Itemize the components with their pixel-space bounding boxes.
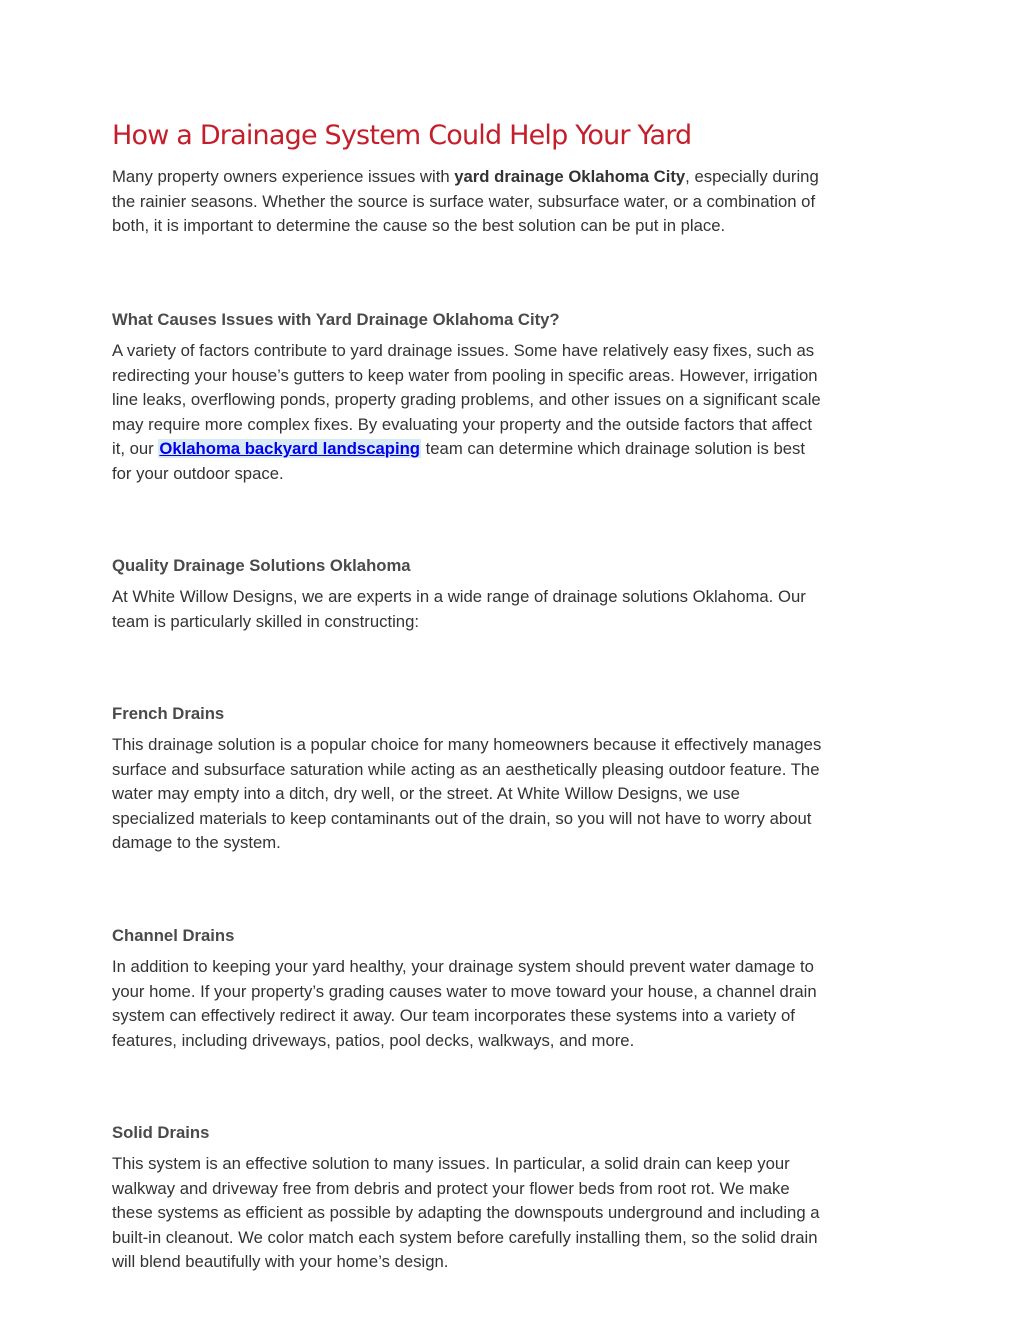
- causes-text-after: team can determine which drainage solution is best: [420, 439, 806, 459]
- channel-line-1: In addition to keeping your yard healthy, your drainage system should prevent water damage to: [112, 957, 814, 976]
- solid-line-5: will blend beautifully with your home’s design.: [112, 1252, 449, 1272]
- oklahoma-backyard-landscaping-link[interactable]: Oklahoma backyard landscaping: [159, 439, 420, 459]
- french-line-5: damage to the system.: [112, 833, 281, 853]
- page-title: How a Drainage System Could Help Your Yard: [112, 120, 692, 151]
- causes-paragraph: [112, 339, 912, 487]
- french-line-3: water may empty into a ditch, dry well, or the street. At White Willow Designs, we use: [112, 784, 740, 804]
- solid-line-1: This system is an effective solution to many issues. In particular, a solid drain can keep your: [112, 1154, 790, 1173]
- french-drains-paragraph: [112, 733, 912, 856]
- quality-heading: Quality Drainage Solutions Oklahoma: [112, 556, 411, 575]
- solid-line-2: walkway and driveway free from debris and protect your flower beds from root rot. We make: [112, 1178, 790, 1198]
- solid-drains-heading: Solid Drains: [112, 1123, 210, 1142]
- intro-text: Many property owners experience issues with: [112, 167, 455, 186]
- french-line-1: This drainage solution is a popular choice for many homeowners because it effectively manages: [112, 735, 822, 754]
- french-line-2: surface and subsurface saturation while acting as an aesthetically pleasing outdoor feature. The: [112, 759, 820, 779]
- causes-line-6: for your outdoor space.: [112, 463, 284, 483]
- channel-drains-paragraph: [112, 955, 912, 1053]
- intro-paragraph: [112, 165, 912, 239]
- causes-line-2: redirecting your house’s gutters to keep water from pooling in specific areas. However, irrigation: [112, 365, 818, 385]
- channel-line-3: system can effectively redirect it away. Our team incorporates these systems into a variety of: [112, 1006, 795, 1026]
- causes-line-3: line leaks, overflowing ponds, property grading problems, and other issues on a significant scale: [112, 390, 821, 410]
- solid-line-3: these systems as efficient as possible by adapting the downspouts underground and including a: [112, 1203, 820, 1223]
- causes-heading: What Causes Issues with Yard Drainage Oklahoma City?: [112, 310, 560, 329]
- causes-line-4: may require more complex fixes. By evaluating your property and the outside factors that affect: [112, 414, 812, 434]
- quality-line-1: At White Willow Designs, we are experts in a wide range of drainage solutions Oklahoma. Our: [112, 587, 806, 606]
- intro-line-3: both, it is important to determine the cause so the best solution can be put in place.: [112, 216, 726, 236]
- causes-line-1: A variety of factors contribute to yard drainage issues. Some have relatively easy fixes, such as: [112, 341, 815, 360]
- solid-drains-paragraph: [112, 1152, 912, 1275]
- quality-paragraph: [112, 585, 912, 634]
- quality-line-2: team is particularly skilled in constructing:: [112, 611, 419, 631]
- intro-line-2: the rainier seasons. Whether the source is surface water, subsurface water, or a combination of: [112, 191, 816, 211]
- french-line-4: specialized materials to keep contaminants out of the drain, so you will not have to worry about: [112, 808, 812, 828]
- solid-line-4: built-in cleanout. We color match each system before carefully installing them, so the solid drain: [112, 1227, 818, 1247]
- intro-text-after: , especially during: [685, 167, 819, 186]
- intro-line-1: [112, 165, 912, 190]
- channel-line-2: your home. If your property’s grading causes water to move toward your house, a channel drain: [112, 981, 817, 1001]
- channel-line-4: features, including driveways, patios, pool decks, walkways, and more.: [112, 1030, 635, 1050]
- causes-text: it, our: [112, 439, 159, 459]
- intro-keyword: yard drainage Oklahoma City: [454, 167, 686, 186]
- causes-line-5: [112, 437, 912, 462]
- french-drains-heading: French Drains: [112, 704, 225, 723]
- channel-drains-heading: Channel Drains: [112, 926, 235, 945]
